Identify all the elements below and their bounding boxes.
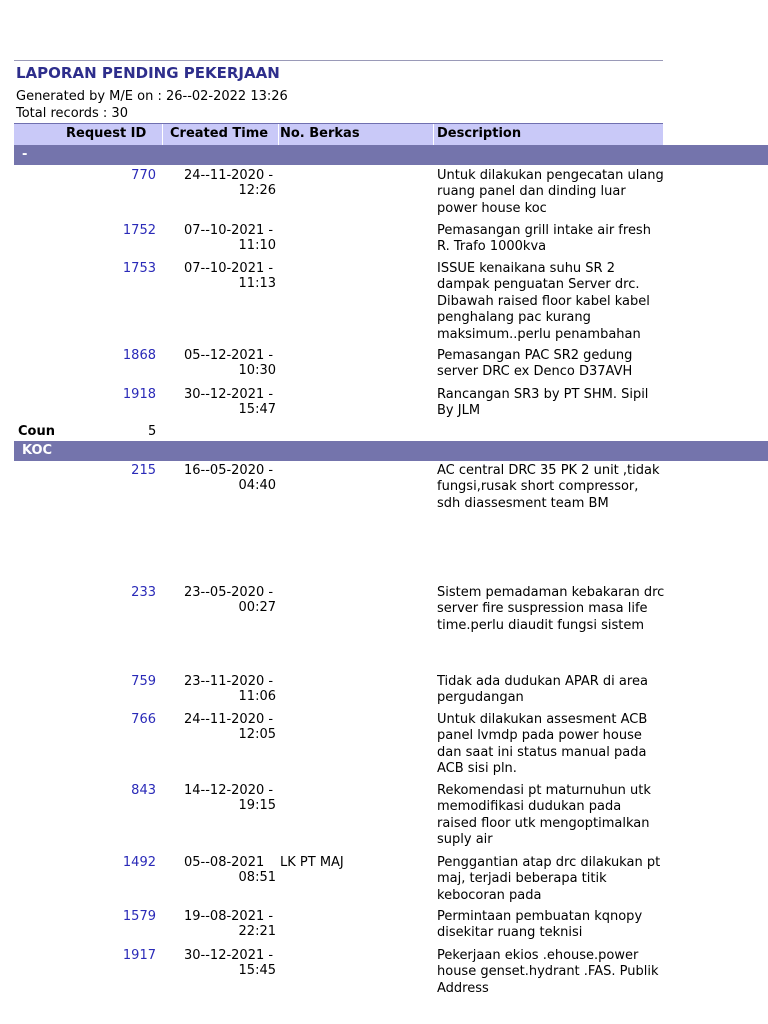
group-header bbox=[14, 145, 768, 165]
description: Rancangan SR3 by PT SHM. Sipil By JLM bbox=[437, 387, 649, 419]
description: Permintaan pembuatan kqnopy disekitar ruang teknisi bbox=[437, 909, 643, 941]
request-id-link[interactable]: 1752 bbox=[122, 223, 156, 238]
no-berkas: LK PT MAJ bbox=[280, 855, 344, 870]
table-header bbox=[14, 123, 663, 146]
group-name: KOC bbox=[22, 443, 53, 458]
description: AC central DRC 35 PK 2 unit ,tidak fungsi,rusak short compressor, sdh diassesment team BM bbox=[437, 463, 660, 511]
count-value: 5 bbox=[148, 424, 157, 439]
created-time: 07--10-2021 - 11:10 bbox=[184, 223, 276, 253]
created-time: 23--11-2020 - 11:06 bbox=[184, 674, 276, 704]
description: Sistem pemadaman kebakaran drc server fire suspression masa life time.perlu diaudit fungsi sistem bbox=[437, 585, 665, 633]
description: Penggantian atap drc dilakukan pt maj, terjadi beberapa titik kebocoran pada bbox=[437, 855, 661, 903]
description: Pemasangan grill intake air fresh R. Trafo 1000kva bbox=[437, 223, 651, 255]
created-time: 19--08-2021 - 22:21 bbox=[184, 909, 276, 939]
request-id-link[interactable]: 1579 bbox=[122, 909, 156, 924]
description: Pekerjaan ekios .ehouse.power house genset.hydrant .FAS. Publik Address bbox=[437, 948, 659, 996]
created-time: 24--11-2020 - 12:05 bbox=[184, 712, 276, 742]
request-id-link[interactable]: 1492 bbox=[122, 855, 156, 870]
description: Rekomendasi pt maturnuhun utk memodifikasi dudukan pada raised floor utk mengoptimalkan suply air bbox=[437, 783, 651, 848]
created-time: 07--10-2021 - 11:13 bbox=[184, 261, 276, 291]
request-id-link[interactable]: 1918 bbox=[122, 387, 156, 402]
created-time: 14--12-2020 - 19:15 bbox=[184, 783, 276, 813]
description: Tidak ada dudukan APAR di area pergudangan bbox=[437, 674, 648, 706]
request-id-link[interactable]: 843 bbox=[131, 783, 156, 798]
description: Untuk dilakukan assesment ACB panel lvmdp pada power house dan saat ini status manual pada ACB sisi pln. bbox=[437, 712, 648, 777]
request-id-link[interactable]: 233 bbox=[131, 585, 156, 600]
group-name: - bbox=[22, 147, 28, 162]
request-id-link[interactable]: 770 bbox=[131, 168, 156, 183]
request-id-link[interactable]: 759 bbox=[131, 674, 156, 689]
count-label: Coun bbox=[18, 424, 55, 439]
request-id-link[interactable]: 1753 bbox=[122, 261, 156, 276]
request-id-link[interactable]: 1917 bbox=[122, 948, 156, 963]
description: Untuk dilakukan pengecatan ulang ruang panel dan dinding luar power house koc bbox=[437, 168, 664, 216]
request-id-link[interactable]: 766 bbox=[131, 712, 156, 727]
report-title: LAPORAN PENDING PEKERJAAN bbox=[16, 64, 280, 82]
col-description[interactable]: Description bbox=[437, 126, 522, 141]
col-created-time[interactable]: Created Time bbox=[170, 126, 269, 141]
col-request-id[interactable]: Request ID bbox=[66, 126, 147, 141]
description: ISSUE kenaikana suhu SR 2 dampak penguatan Server drc. Dibawah raised floor kabel kabel penghalang pac kurang maksimum..perlu penambahan bbox=[437, 261, 650, 342]
total-records: Total records : 30 bbox=[16, 106, 128, 121]
request-id-link[interactable]: 1868 bbox=[122, 348, 156, 363]
created-time: 23--05-2020 - 00:27 bbox=[184, 585, 276, 615]
created-time: 30--12-2021 - 15:45 bbox=[184, 948, 276, 978]
created-time: 16--05-2020 - 04:40 bbox=[184, 463, 276, 493]
request-id-link[interactable]: 215 bbox=[131, 463, 156, 478]
created-time: 24--11-2020 - 12:26 bbox=[184, 168, 276, 198]
description: Pemasangan PAC SR2 gedung server DRC ex Denco D37AVH bbox=[437, 348, 633, 380]
created-time: 05--08-2021 08:51 bbox=[184, 855, 276, 885]
generated-info: Generated by M/E on : 26--02-2022 13:26 bbox=[16, 89, 288, 104]
col-no-berkas[interactable]: No. Berkas bbox=[280, 126, 360, 141]
group-header bbox=[14, 441, 768, 461]
created-time: 05--12-2021 - 10:30 bbox=[184, 348, 276, 378]
top-divider bbox=[14, 60, 663, 61]
created-time: 30--12-2021 - 15:47 bbox=[184, 387, 276, 417]
